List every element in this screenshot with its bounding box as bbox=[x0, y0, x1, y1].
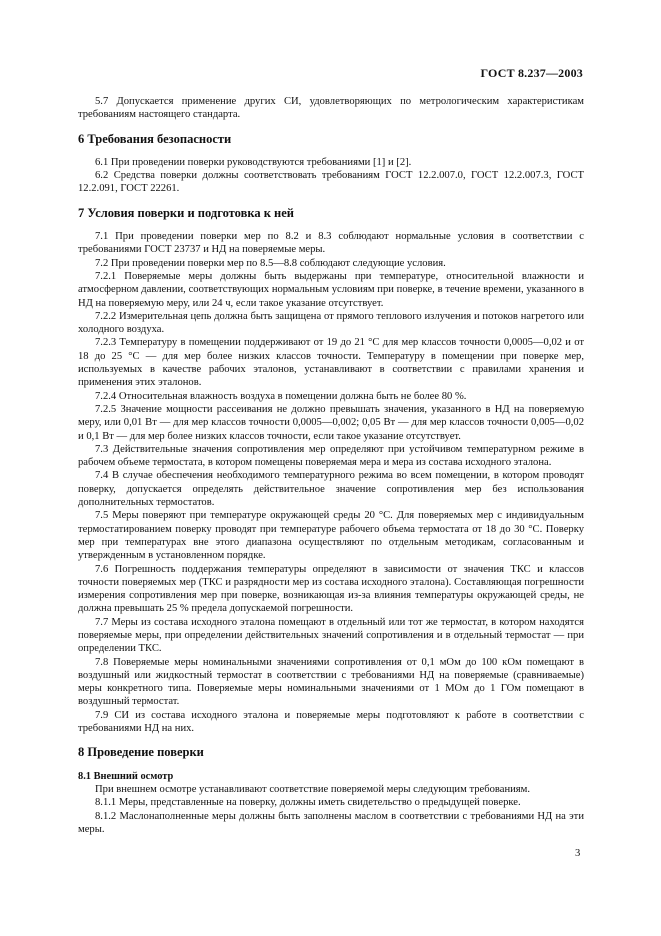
paragraph-6-1: 6.1 При проведении поверки руководствуются требованиями [1] и [2]. bbox=[95, 156, 412, 168]
paragraph-7-2: 7.2 При проведении поверки мер по 8.5—8.8 соблюдают следующие условия. bbox=[95, 257, 446, 269]
paragraph-7-7: 7.7 Меры из состава исходного эталона помещают в отдельный или тот же термостат, в котором находятся поверяемые меры, при определении действительных значений сопротивления и в отдельный термостат — при определении ТКС. bbox=[78, 616, 584, 655]
paragraph-7-2-2: 7.2.2 Измерительная цепь должна быть защищена от прямого теплового излучения и потоков нагретого или холодного воздуха. bbox=[78, 310, 584, 336]
paragraph-7-6: 7.6 Погрешность поддержания температуры определяют в зависимости от значения ТКС и классов точности поверяемых мер (ТКС и разрядности мер из состава исходного эталона). Составляющая погрешности измерения сопротивления мер при поверке, возникающая из-за влияния температуры окружающей среды, не должна превышать 25 % предела допускаемой погрешности. bbox=[78, 563, 584, 615]
paragraph-8-1-1: 8.1.1 Меры, представленные на поверку, должны иметь свидетельство о предыдущей поверке. bbox=[95, 797, 521, 809]
document-body bbox=[78, 95, 584, 836]
paragraph-7-2-1: 7.2.1 Поверяемые меры должны быть выдержаны при температуре, относительной влажности и атмосферном давлении, соответствующих нормальным условиям при поверке, в течение времени, указанного в НД на поверяемую меру, или 24 ч, если такое указание отсутствует. bbox=[78, 270, 584, 309]
paragraph-7-2-4: 7.2.4 Относительная влажность воздуха в помещении должна быть не более 80 %. bbox=[95, 390, 467, 402]
paragraph-7-9: 7.9 СИ из состава исходного эталона и поверяемые меры подготовляют к работе в соответствии с требованиями НД на них. bbox=[78, 709, 584, 735]
paragraph-7-4: 7.4 В случае обеспечения необходимого температурного режима во всем помещении, в котором проводят поверку, допускается определять действительное значение сопротивления мер без использования дополнительных термостатов. bbox=[78, 470, 584, 509]
paragraph-7-2-5: 7.2.5 Значение мощности рассеивания не должно превышать значения, указанного в НД на поверяемую меру, или 0,01 Вт — для мер классов точности 0,0005—0,002; 0,05 Вт — для мер классов точности 0,005—0,02 и 0,1 Вт — для мер более низких классов точности, если такое указание отсутствует. bbox=[78, 403, 584, 442]
paragraph-8-1-2: 8.1.2 Маслонаполненные меры должны быть заполнены маслом в соответствии с требованиями НД на эти меры. bbox=[78, 810, 584, 835]
section-7-heading: 7 Условия поверки и подготовка к ней bbox=[78, 205, 294, 220]
section-8-heading: 8 Проведение поверки bbox=[78, 745, 204, 760]
paragraph-7-5: 7.5 Меры поверяют при температуре окружающей среды 20 °С. Для поверяемых мер с индивидуальным термостатированием поверку проводят при температуре рабочего объема термостата от 18 до 30 °С. Поверку мер при температурах вне этого диапазона осуществляют по отдельным методикам, согласованным и утвержденным в установленном порядке. bbox=[78, 510, 584, 562]
page-number: 3 bbox=[575, 848, 581, 859]
paragraph-6-2: 6.2 Средства поверки должны соответствовать требованиям ГОСТ 12.2.007.0, ГОСТ 12.2.007.3, ГОСТ 12.2.091, ГОСТ 22261. bbox=[78, 170, 584, 195]
paragraph-7-3: 7.3 Действительные значения сопротивления мер определяют при устойчивом температурном режиме в рабочем объеме термостата, в котором помещены поверяемая мера и мера из состава исходного эталона. bbox=[78, 443, 584, 469]
paragraph-8-1-intro: При внешнем осмотре устанавливают соответствие поверяемой меры следующим требованиям. bbox=[95, 783, 531, 795]
section-6-heading: 6 Требования безопасности bbox=[78, 131, 232, 146]
paragraph-7-1: 7.1 При проведении поверки мер по 8.2 и 8.3 соблюдают нормальные условия в соответствии с требованиями ГОСТ 23737 и НД на поверяемые меры. bbox=[78, 231, 584, 256]
standard-code-header: ГОСТ 8.237—2003 bbox=[480, 66, 583, 80]
paragraph-7-2-3: 7.2.3 Температуру в помещении поддерживают от 19 до 21 °С для мер классов точности 0,0005—0,02 и от 18 до 25 °С — для мер более низких классов точности. Температуру в помещении при поверке мер, используемых в качестве рабочих эталонов, устанавливают в соответствии с правилами хранения и применения этих эталонов. bbox=[78, 337, 584, 389]
paragraph-5-7: 5.7 Допускается применение других СИ, удовлетворяющих по метрологическим характеристикам требованиям настоящего стандарта. bbox=[78, 96, 584, 121]
paragraph-7-8: 7.8 Поверяемые меры номинальными значениями сопротивления от 0,1 мОм до 100 кОм помещают в воздушный или жидкостный термостат в соответствии с требованиями НД на поверяемые (сравниваемые) меры конкретного типа. Поверяемые меры номинальными значениями от 1 МОм до 1 ГОм помещают в воздушный термостат. bbox=[78, 656, 584, 708]
subsection-8-1-heading: 8.1 Внешний осмотр bbox=[78, 770, 174, 782]
